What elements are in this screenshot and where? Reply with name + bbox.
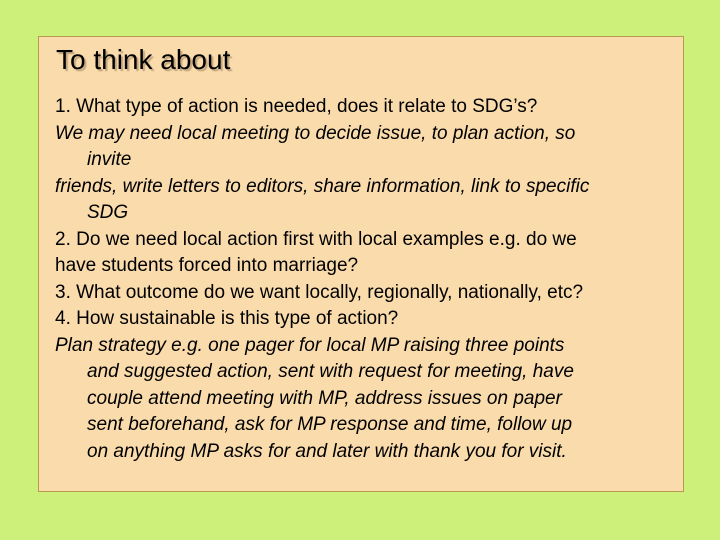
slide-title: To think about: [56, 44, 231, 75]
point-1-line: 1. What type of action is needed, does it relate to SDG’s?: [55, 96, 538, 117]
strategy-line-4: sent beforehand, ask for MP response and time, follow up: [87, 414, 573, 435]
strategy-line-5: on anything MP asks for and later with thank you for visit.: [87, 440, 567, 462]
point-3-line: 3. What outcome do we want locally, regionally, nationally, etc?: [55, 281, 584, 303]
point-2-line-2: have students forced into marriage?: [55, 255, 359, 276]
strategy-line-2: and suggested action, sent with request for meeting, have: [87, 361, 574, 382]
note-line-1: We may need local meeting to decide issue, to plan action, so: [55, 122, 576, 144]
point-2-line-1: 2. Do we need local action first with local examples e.g. do we: [55, 228, 577, 250]
note-line-3: friends, write letters to editors, share information, link to specific: [55, 175, 590, 197]
slide-body: [55, 94, 685, 465]
note-line-4: SDG: [87, 202, 129, 223]
note-line-2: invite: [87, 149, 132, 170]
strategy-line-1: Plan strategy e.g. one pager for local MP raising three points: [55, 334, 565, 356]
strategy-line-3: couple attend meeting with MP, address issues on paper: [87, 387, 562, 409]
point-4-line: 4. How sustainable is this type of action?: [55, 308, 399, 329]
